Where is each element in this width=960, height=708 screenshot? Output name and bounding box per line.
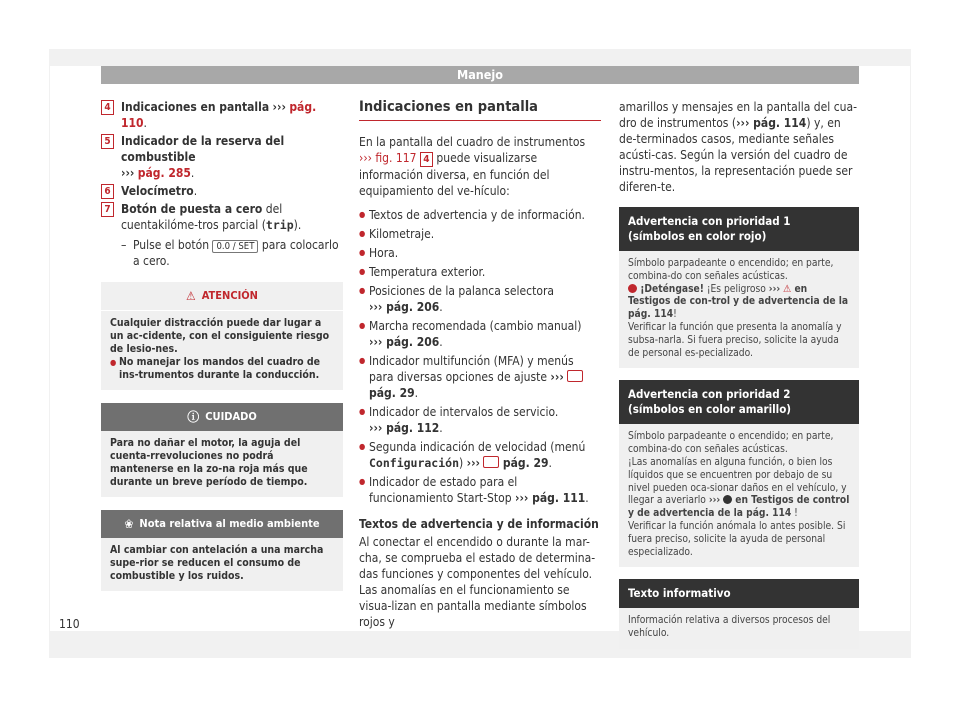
- page-link[interactable]: ››› pág. 112: [369, 421, 440, 435]
- section-title: Indicaciones en pantalla: [359, 99, 601, 121]
- caution-header: ⓘ CUIDADO: [101, 403, 343, 431]
- figure-link[interactable]: ››› fig. 117: [359, 151, 417, 165]
- page-link[interactable]: pág. 29: [502, 456, 549, 470]
- environment-note-box: ❀ Nota relativa al medio ambiente Al cambiar con antelación a una marcha supe-rior se reducen el consumo de combustible y los ruidos.: [101, 510, 343, 591]
- page-number: 110: [59, 617, 80, 631]
- sub-paragraph: Al conectar el encendido o durante la mar-cha, se comprueba el estado de determina-das funciones y componentes del vehículo. Las anomalías en el funcionamiento se visua-lizan en pantalla mediante símbolos rojos y: [359, 535, 596, 629]
- legend-item-7: 7 Botón de puesta a cero del cuentakilóme-tros parcial (trip). – Pulse el botón 0.0 / SET para colocarlo a cero.: [101, 201, 343, 269]
- book-icon: [567, 370, 583, 382]
- page-link[interactable]: pág. 110: [121, 100, 317, 130]
- warning-header: ⚠ ATENCIÓN: [101, 282, 343, 311]
- page-link[interactable]: pág. 29: [369, 386, 415, 400]
- page-header: Manejo: [101, 66, 859, 84]
- list-item: ● Textos de advertencia y de información.: [359, 207, 601, 223]
- list-item: ● Kilometraje.: [359, 226, 601, 242]
- legend-number: 4: [101, 100, 114, 115]
- list-item: ● Indicador de intervalos de servicio. ››› pág. 112.: [359, 404, 601, 436]
- page-link[interactable]: ››› pág. 206: [369, 335, 440, 349]
- page-link[interactable]: ››› pág. 114: [736, 116, 807, 130]
- left-column: [101, 99, 343, 591]
- subheading: Textos de advertencia y de información: [359, 517, 599, 531]
- list-item: ● Segunda indicación de velocidad (menú Configuración) ››› pág. 29.: [359, 439, 601, 471]
- warning-box: ⚠ ATENCIÓN Cualquier distracción puede dar lugar a un ac-cidente, con el consiguiente riesgo de lesio-nes. ● No manejar los mandos del cuadro de ins-trumentos durante la conducción.: [101, 282, 343, 390]
- middle-column: [359, 99, 601, 630]
- info-circle-icon: ⓘ: [187, 410, 200, 424]
- page-link[interactable]: en Testigos de con-trol y de advertencia de la pág. 114: [628, 283, 849, 321]
- list-item: ● Indicador de estado para el funcionamiento Start-Stop ››› pág. 111.: [359, 474, 601, 506]
- book-icon: [483, 456, 499, 468]
- legend-number: 5: [101, 134, 114, 149]
- page-link[interactable]: en Testigos de control y de advertencia de la pág. 114: [628, 495, 850, 520]
- stop-icon: [628, 284, 637, 293]
- intro-paragraph: En la pantalla del cuadro de instrumentos ››› fig. 117 4 puede visualizarse información diversa, en función del equipamiento del ve-hículo:: [359, 135, 586, 198]
- priority-2-box: Advertencia con prioridad 2 (símbolos en color amarillo) Símbolo parpadeante o encendido; en parte, combina-do con señales acústicas. ¡Las anomalías en alguna función, o bien los líquidos que se encuentren por debajo de su nivel pueden oca-sionar daños en el vehículo, y llegar a averiarlo ››› en Testigos de control y de advertencia de la pág. 114 ! Verificar la función anómala lo antes posible. Si fuera preciso, solicite la ayuda de personal especializado.: [619, 380, 859, 567]
- caution-box: ⓘ CUIDADO Para no dañar el motor, la aguja del cuenta-rrevoluciones no podrá mantenerse en la zo-na roja más que durante un breve período de tiempo.: [101, 403, 343, 497]
- list-item: ● Hora.: [359, 245, 601, 261]
- list-item: ● Posiciones de la palanca selectora ››› pág. 206.: [359, 283, 601, 315]
- info-list: [359, 207, 601, 506]
- continued-paragraph: amarillos y mensajes en la pantalla del cua-dro de instrumentos (››› pág. 114) y, en de-terminados casos, mediante señales acústi-cas. Según la versión del cuadro de instru-mentos, la representación puede ser diferen-te.: [619, 100, 857, 194]
- leaf-icon: ❀: [124, 517, 134, 531]
- list-item: ● Marcha recomendada (cambio manual) ››› pág. 206.: [359, 318, 601, 350]
- legend-number: 4: [420, 152, 433, 167]
- right-column: [619, 99, 859, 661]
- page-link[interactable]: ››› pág. 111: [515, 491, 586, 505]
- page-link[interactable]: ››› pág. 206: [369, 300, 440, 314]
- step: – Pulse el botón 0.0 / SET para colocarlo a cero.: [121, 237, 343, 269]
- legend-number: 6: [101, 184, 114, 199]
- list-item: ● Indicador multifunción (MFA) y menús para diversas opciones de ajuste ››› pág. 29.: [359, 353, 601, 401]
- warning-triangle-icon: ⚠: [186, 289, 196, 303]
- legend-item-5: 5 Indicador de la reserva del combustible ››› pág. 285.: [101, 133, 343, 181]
- page-link[interactable]: pág. 285: [137, 166, 191, 180]
- key-label: 0.0 / SET: [212, 240, 258, 253]
- legend-item-4: 4 Indicaciones en pantalla ››› pág. 110.: [101, 99, 343, 131]
- environment-header: ❀ Nota relativa al medio ambiente: [101, 510, 343, 538]
- info-text-box: Texto informativo Información relativa a diversos procesos del vehículo.: [619, 579, 859, 649]
- list-item: ● Temperatura exterior.: [359, 264, 601, 280]
- warning-triangle-icon: ⚠: [783, 283, 792, 295]
- legend-item-6: 6 Velocímetro.: [101, 183, 343, 199]
- priority-1-box: Advertencia con prioridad 1 (símbolos en color rojo) Símbolo parpadeante o encendido; en parte, combina-do con señales acústicas. ¡Deténgase! ¡Es peligroso ››› ⚠ en Testigos de con-trol y de advertencia de la pág. 114! Verificar la función que presenta la anomalía y subsa-narla. Si fuera preciso, solicite la ayuda de personal es-pecializado.: [619, 207, 859, 368]
- legend-number: 7: [101, 202, 114, 217]
- exclamation-circle-icon: [723, 495, 732, 504]
